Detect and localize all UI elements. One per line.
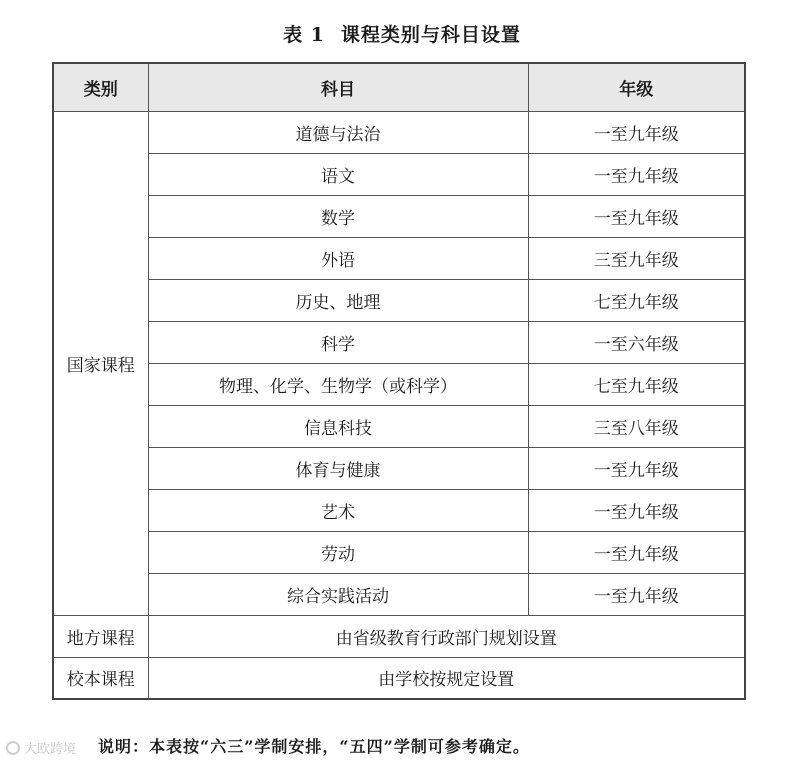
grade-cell: 一至九年级 — [528, 153, 745, 195]
table-row — [53, 321, 745, 363]
subject-cell: 物理、化学、生物学（或科学） — [148, 363, 528, 405]
table-row — [53, 363, 745, 405]
subject-cell: 劳动 — [148, 531, 528, 573]
table-note: 说明：本表按“六三”学制安排，“五四”学制可参考确定。 — [98, 737, 530, 756]
grade-cell: 三至八年级 — [528, 405, 745, 447]
watermark-text: 大欧跨境 — [24, 742, 77, 757]
grade-cell: 七至九年级 — [528, 363, 745, 405]
local-arrangement: 由省级教育行政部门规划设置 — [148, 615, 745, 657]
grade-cell: 一至九年级 — [528, 195, 745, 237]
header-subject: 科目 — [148, 63, 528, 111]
watermark-logo-icon — [6, 741, 20, 755]
table-header-row — [53, 63, 745, 111]
table-row — [53, 153, 745, 195]
table-number: 表 1 — [283, 24, 325, 46]
course-table — [52, 62, 746, 700]
table-title — [0, 20, 804, 47]
table-row — [53, 447, 745, 489]
category-local: 地方课程 — [53, 615, 148, 657]
header-grade: 年级 — [528, 63, 745, 111]
table-row — [53, 237, 745, 279]
grade-cell: 一至九年级 — [528, 531, 745, 573]
table-row — [53, 279, 745, 321]
category-national: 国家课程 — [53, 111, 148, 615]
subject-cell: 体育与健康 — [148, 447, 528, 489]
subject-cell: 信息科技 — [148, 405, 528, 447]
grade-cell: 一至九年级 — [528, 111, 745, 153]
table-row-local — [53, 615, 745, 657]
subject-cell: 数学 — [148, 195, 528, 237]
table-row — [53, 111, 745, 153]
table-row — [53, 531, 745, 573]
subject-cell: 外语 — [148, 237, 528, 279]
table-row — [53, 195, 745, 237]
subject-cell: 科学 — [148, 321, 528, 363]
watermark — [6, 738, 76, 757]
grade-cell: 一至九年级 — [528, 489, 745, 531]
table-row — [53, 489, 745, 531]
grade-cell: 一至六年级 — [528, 321, 745, 363]
subject-cell: 语文 — [148, 153, 528, 195]
grade-cell: 一至九年级 — [528, 573, 745, 615]
table-row — [53, 573, 745, 615]
header-category: 类别 — [53, 63, 148, 111]
subject-cell: 艺术 — [148, 489, 528, 531]
subject-cell: 历史、地理 — [148, 279, 528, 321]
subject-cell: 道德与法治 — [148, 111, 528, 153]
table-title-text: 课程类别与科目设置 — [340, 24, 521, 46]
category-school: 校本课程 — [53, 657, 148, 699]
table-row-school — [53, 657, 745, 699]
grade-cell: 一至九年级 — [528, 447, 745, 489]
table-row — [53, 405, 745, 447]
school-arrangement: 由学校按规定设置 — [148, 657, 745, 699]
grade-cell: 七至九年级 — [528, 279, 745, 321]
grade-cell: 三至九年级 — [528, 237, 745, 279]
subject-cell: 综合实践活动 — [148, 573, 528, 615]
